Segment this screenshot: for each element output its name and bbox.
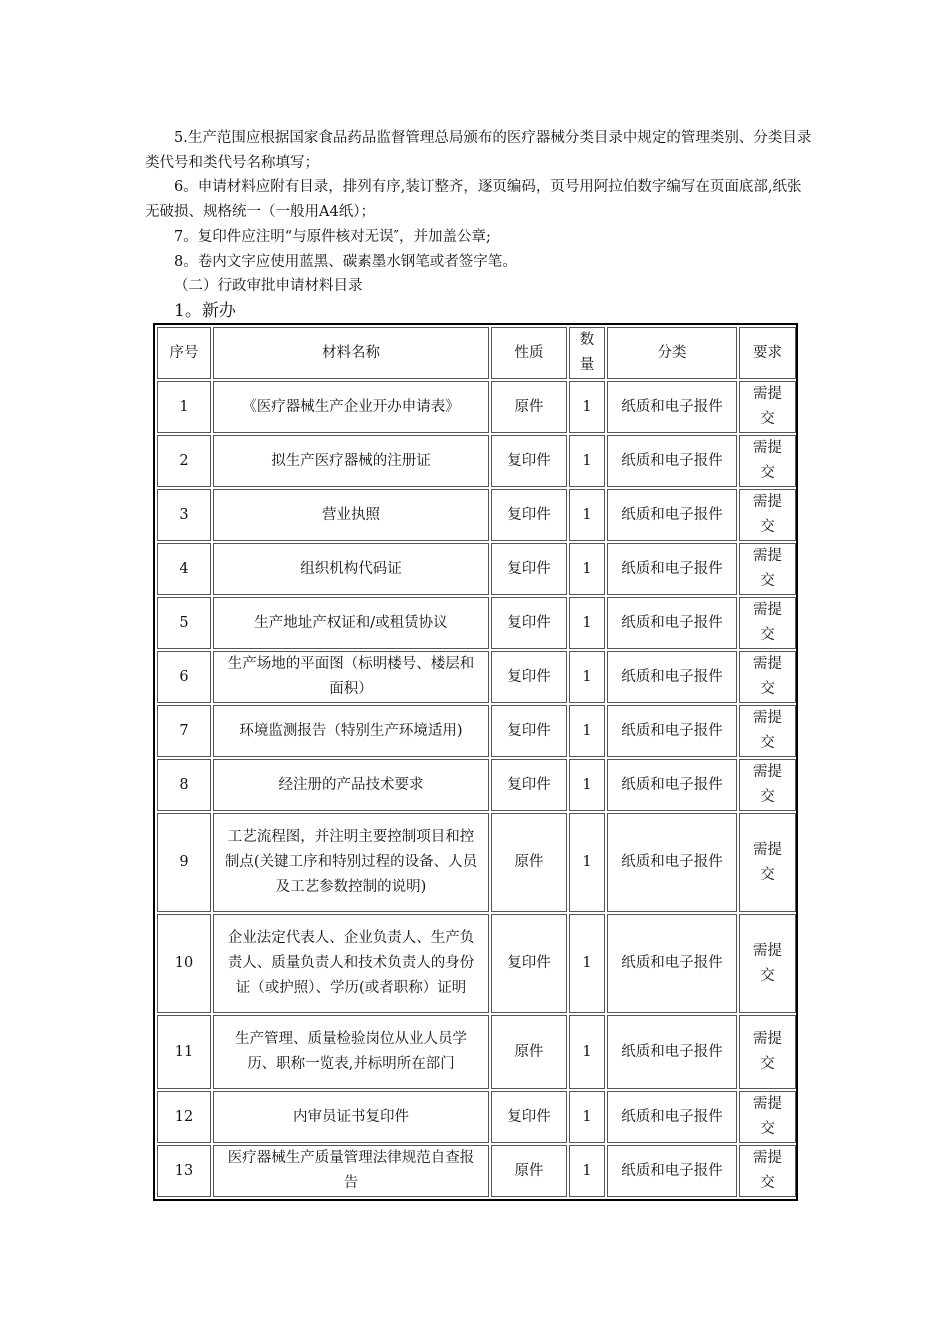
cell-category: 纸质和电子报件 (607, 813, 737, 912)
cell-nature: 复印件 (491, 489, 567, 541)
cell-requirement: 需提交 (739, 381, 796, 433)
cell-requirement: 需提交 (739, 1145, 796, 1197)
cell-quantity: 1 (569, 914, 605, 1013)
table-row (157, 489, 796, 541)
cell-requirement: 需提交 (739, 489, 796, 541)
cell-requirement: 需提交 (739, 597, 796, 649)
header-cell-index: 序号 (157, 327, 211, 379)
cell-requirement: 需提交 (739, 543, 796, 595)
cell-category: 纸质和电子报件 (607, 381, 737, 433)
cell-name: 生产管理、质量检验岗位从业人员学历、职称一览表,并标明所在部门 (213, 1015, 489, 1089)
cell-nature: 复印件 (491, 705, 567, 757)
cell-name: 组织机构代码证 (213, 543, 489, 595)
cell-quantity: 1 (569, 1015, 605, 1089)
table-row (157, 1145, 796, 1197)
cell-quantity: 1 (569, 813, 605, 912)
cell-category: 纸质和电子报件 (607, 543, 737, 595)
table-row (157, 651, 796, 703)
table-row (157, 1015, 796, 1089)
cell-quantity: 1 (569, 759, 605, 811)
cell-nature: 复印件 (491, 759, 567, 811)
cell-name: 生产场地的平面图（标明楼号、楼层和面积） (213, 651, 489, 703)
cell-index: 2 (157, 435, 211, 487)
cell-name: 拟生产医疗器械的注册证 (213, 435, 489, 487)
table-header-row (157, 327, 796, 379)
cell-category: 纸质和电子报件 (607, 435, 737, 487)
cell-requirement: 需提交 (739, 759, 796, 811)
note-paragraph-5: 5.生产范围应根据国家食品药品监督管理总局颁布的医疗器械分类目录中规定的管理类别、分类目录类代号和类代号名称填写； (145, 130, 812, 171)
cell-nature: 复印件 (491, 543, 567, 595)
table-row (157, 705, 796, 757)
cell-requirement: 需提交 (739, 705, 796, 757)
cell-index: 4 (157, 543, 211, 595)
cell-quantity: 1 (569, 651, 605, 703)
table-row (157, 914, 796, 1013)
cell-nature: 原件 (491, 1145, 567, 1197)
header-cell-nature: 性质 (491, 327, 567, 379)
cell-quantity: 1 (569, 489, 605, 541)
cell-nature: 复印件 (491, 1091, 567, 1143)
cell-index: 8 (157, 759, 211, 811)
cell-name: 生产地址产权证和/或租赁协议 (213, 597, 489, 649)
cell-quantity: 1 (569, 1145, 605, 1197)
header-cell-quantity: 数量 (569, 327, 605, 379)
header-cell-requirement: 要求 (739, 327, 796, 379)
header-cell-name: 材料名称 (213, 327, 489, 379)
cell-index: 11 (157, 1015, 211, 1089)
table-row (157, 597, 796, 649)
cell-quantity: 1 (569, 1091, 605, 1143)
cell-category: 纸质和电子报件 (607, 1145, 737, 1197)
cell-quantity: 1 (569, 381, 605, 433)
cell-name: 经注册的产品技术要求 (213, 759, 489, 811)
note-paragraph-7: 7。复印件应注明“与原件核对无误″，并加盖公章; (174, 229, 491, 245)
cell-index: 5 (157, 597, 211, 649)
cell-nature: 原件 (491, 813, 567, 912)
cell-name: 工艺流程图，并注明主要控制项目和控制点(关键工序和特别过程的设备、人员及工艺参数控制的说明) (213, 813, 489, 912)
cell-requirement: 需提交 (739, 1015, 796, 1089)
cell-quantity: 1 (569, 705, 605, 757)
cell-index: 10 (157, 914, 211, 1013)
cell-requirement: 需提交 (739, 435, 796, 487)
cell-index: 6 (157, 651, 211, 703)
cell-category: 纸质和电子报件 (607, 1015, 737, 1089)
cell-requirement: 需提交 (739, 651, 796, 703)
cell-name: 营业执照 (213, 489, 489, 541)
cell-category: 纸质和电子报件 (607, 759, 737, 811)
cell-index: 9 (157, 813, 211, 912)
materials-table (153, 323, 798, 1201)
cell-category: 纸质和电子报件 (607, 489, 737, 541)
table-row (157, 759, 796, 811)
cell-category: 纸质和电子报件 (607, 651, 737, 703)
cell-name: 企业法定代表人、企业负责人、生产负责人、质量负责人和技术负责人的身份证（或护照）、学历(或者职称）证明 (213, 914, 489, 1013)
cell-nature: 原件 (491, 381, 567, 433)
table-row (157, 543, 796, 595)
cell-nature: 原件 (491, 1015, 567, 1089)
header-cell-category: 分类 (607, 327, 737, 379)
cell-category: 纸质和电子报件 (607, 597, 737, 649)
cell-name: 《医疗器械生产企业开办申请表》 (213, 381, 489, 433)
note-paragraph-8: 8。卷内文字应使用蓝黑、碳素墨水钢笔或者签字笔。 (174, 254, 517, 270)
cell-category: 纸质和电子报件 (607, 705, 737, 757)
cell-quantity: 1 (569, 543, 605, 595)
cell-index: 3 (157, 489, 211, 541)
cell-requirement: 需提交 (739, 813, 796, 912)
cell-nature: 复印件 (491, 914, 567, 1013)
cell-quantity: 1 (569, 597, 605, 649)
cell-name: 内审员证书复印件 (213, 1091, 489, 1143)
cell-requirement: 需提交 (739, 914, 796, 1013)
cell-index: 1 (157, 381, 211, 433)
subsection-title: 1。新办 (174, 301, 236, 321)
cell-nature: 复印件 (491, 435, 567, 487)
cell-nature: 复印件 (491, 597, 567, 649)
cell-index: 7 (157, 705, 211, 757)
cell-index: 13 (157, 1145, 211, 1197)
cell-category: 纸质和电子报件 (607, 914, 737, 1013)
cell-name: 医疗器械生产质量管理法律规范自查报告 (213, 1145, 489, 1197)
table-row (157, 1091, 796, 1143)
cell-category: 纸质和电子报件 (607, 1091, 737, 1143)
cell-index: 12 (157, 1091, 211, 1143)
cell-requirement: 需提交 (739, 1091, 796, 1143)
section-title: （二）行政审批申请材料目录 (174, 278, 363, 294)
cell-quantity: 1 (569, 435, 605, 487)
table-row (157, 435, 796, 487)
table-row (157, 381, 796, 433)
table-row (157, 813, 796, 912)
cell-name: 环境监测报告（特别生产环境适用) (213, 705, 489, 757)
cell-nature: 复印件 (491, 651, 567, 703)
note-paragraph-6: 6。申请材料应附有目录，排列有序,装订整齐，逐页编码，页号用阿拉伯数字编写在页面底部,纸张无破损、规格统一（一般用A4纸）； (145, 179, 802, 220)
